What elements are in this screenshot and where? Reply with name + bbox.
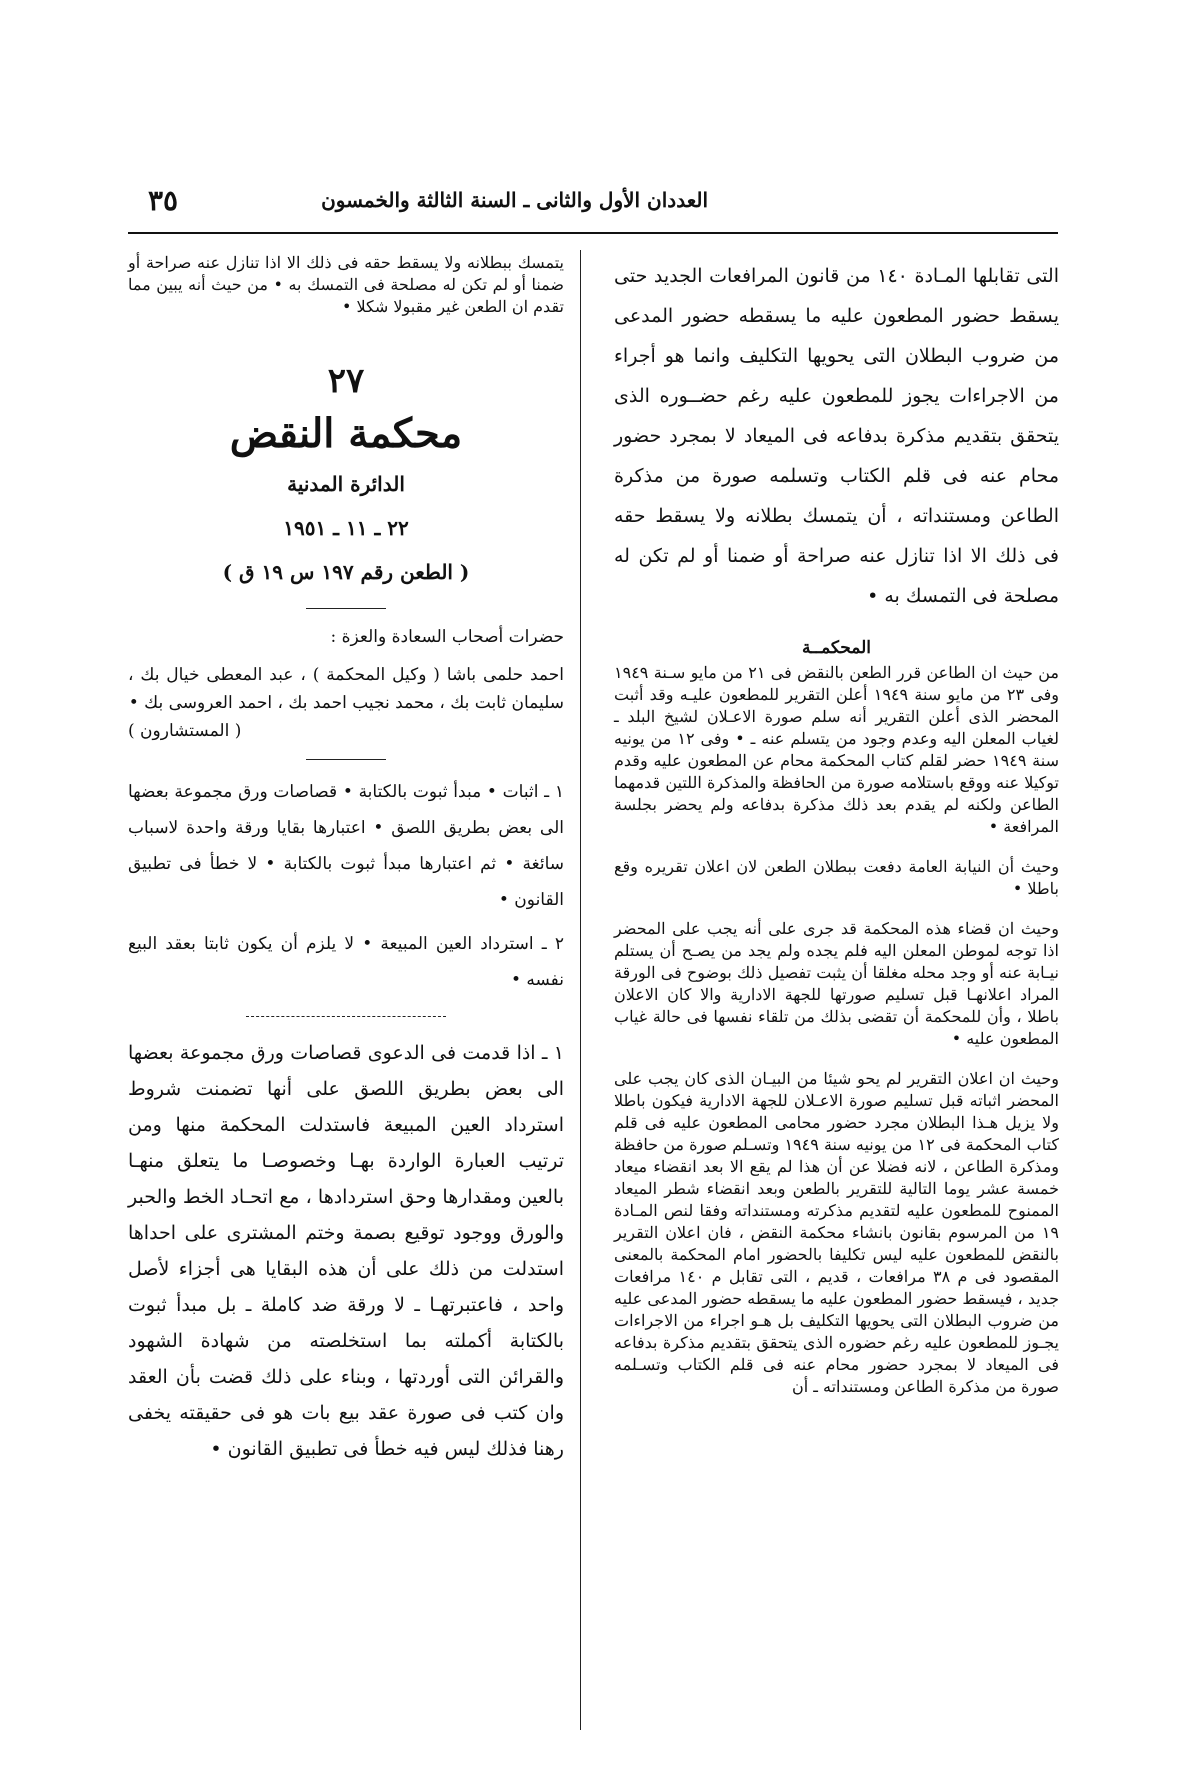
section-heading: المحكمــة — [802, 638, 871, 658]
judges-intro: حضرات أصحاب السعادة والعزة : — [330, 627, 564, 647]
right-para-1: التى تقابلها المـادة ١٤٠ من قانون المرافعات الجديد حتى يسقط حضور المطعون عليه ما يسقطه حضور المدعى من ضروب البطلان التى يحويها التكليف وانما هو أجراء من الاجراءات يجوز للمطعون عليه رغم حضــوره الذى يتحقق بتقديم مذكرة بدفاعه فى الميعاد لا بمجرد حضور محام عنه فى قلم الكتاب وتسلمه صورة من مذكرة الطاعن ومستنداته ، أن يتمسك بطلانه ولا يسقط حقه فى ذلك الا اذا تنازل عنه صراحة أو ضمنا أو لم تكن له مصلحة فى التمسك به • — [614, 265, 1059, 607]
right-para-5: وحيث ان اعلان التقرير لم يحو شيئا من البيـان الذى كان يجب على المحضر اثباته قبل تسليم صورة الاعـلان للجهة الادارية فيكون باطلا ولا يزيل هـذا البطلان مجرد حضور محامى المطعون عليه فى قلم كتاب المحكمة فى ١٢ من يونيه سنة ١٩٤٩ وتسـلم صورة من حافظة ومذكرة الطاعن ، لانه فضلا عن أن هذا لم يقع الا بعد انقضاء ميعاد خمسة عشر يوما التالية للتقرير بالطعن وبعد انقضاء شطر الميعاد الممنوح للمطعون عليه لتقديم مذكرته ومستنداته وفقا لنص المـادة ١٩ من المرسوم بقانون بانشاء محكمة النقض ، فان اعلان التقرير بالنقض للمطعون عليه ليس تكليفا بالحضور امام المحكمة بالمعنى المقصود فى م ٣٨ مرافعات ، قديم ، التى تقابل م ١٤٠ مرافعات جديد ، فيسقط حضور المطعون عليه ما يسقطه حضور المدعى عليه من ضروب البطلان التى يحويها التكليف بل هـو اجراء من الاجراءات يجـوز للمطعون عليه رغم حضوره الذى يتحقق بتقديم مذكرة بدفاعه فى الميعاد لا بمجرد حضور محام عنه فى قلم الكتاب وتسـلمه صورة من مذكرة الطاعن ومستنداته ـ أن — [614, 1069, 1060, 1396]
court-circuit: الدائرة المدنية — [287, 472, 405, 496]
section-rule — [246, 1016, 446, 1017]
left-column — [128, 252, 564, 1467]
judges-role: ( المستشارون ) — [128, 721, 242, 741]
header-rule — [128, 232, 1058, 234]
right-column — [614, 256, 1059, 1398]
journal-issue-title: العددان الأول والثانى ـ السنة الثالثة والخمسون — [321, 188, 708, 212]
page-header — [128, 184, 1058, 234]
case-number: ٢٧ — [327, 361, 365, 401]
left-para-1: يتمسك ببطلانه ولا يسقط حقه فى ذلك الا اذا تنازل عنه صراحة أو ضمنا أو لم تكن له مصلحة فى التمسك به • من حيث أنه يبين مما تقدم ان الطعن غير مقبولا شكلا • — [128, 253, 564, 316]
page-number: ٣٥ — [148, 184, 179, 217]
right-para-2: من حيث ان الطاعن قرر الطعن بالنقض فى ٢١ من مايو سـنة ١٩٤٩ وفى ٢٣ من مايو سنة ١٩٤٩ أعلن التقرير للمطعون عليـه وقد أثبت المحضر الذى أعلن التقرير أنه سلم صورة الاعـلان لشيخ البلد ـ لغياب المعلن اليه وعدم وجود من يتسلم عنه ـ • وفى ١٢ من يونيه سنة ١٩٤٩ حضر لقلم كتاب المحكمة محام عن المطعون عليه وقدم توكيلا عنه ووقع باستلامه صورة من الحافظة والمذكرة اللتين قدمهما الطاعن ولكنه لم يقدم بعد ذلك مذكرة بدفاعه ولم يحضر بجلسة المرافعة • — [614, 663, 1060, 836]
ruling-date: ٢٢ ـ ١١ ـ ١٩٥١ — [283, 516, 409, 540]
judges-list: احمد حلمى باشا ( وكيل المحكمة ) ، عبد المعطى خيال بك ، سليمان ثابت بك ، محمد نجيب احمد بك ، احمد العروسى بك • — [128, 665, 564, 713]
column-divider — [580, 250, 581, 1730]
court-name: محكمة النقض — [229, 410, 463, 457]
summary-1: ١ ـ اثبات • مبدأ ثبوت بالكتابة • قصاصات ورق مجموعة بعضها الى بعض بطريق اللصق • اعتبارها بقايا ورقة واحدة لاسباب سائغة • ثم اعتبارها مبدأ ثبوت بالكتابة • لا خطأ فى تطبيق القانون • — [128, 782, 564, 910]
right-para-3: وحيث أن النيابة العامة دفعت ببطلان الطعن لان اعلان تقريره وقع باطلا • — [614, 857, 1059, 898]
summary-2: ٢ ـ استرداد العين المبيعة • لا يلزم أن يكون ثابتا بعقد البيع نفسه • — [128, 934, 564, 990]
appeal-number: ( الطعن رقم ١٩٧ س ١٩ ق ) — [222, 560, 470, 584]
short-rule — [306, 608, 386, 609]
short-rule-2 — [306, 759, 386, 760]
ruling-1: ١ ـ اذا قدمت فى الدعوى قصاصات ورق مجموعة بعضها الى بعض بطريق اللصق على أنها تضمنت شروط استرداد العين المبيعة فاستدلت المحكمة منها ومن ترتيب العبارة الواردة بهـا وخصوصـا ما يتعلق منهـا بالعين ومقدارها وحق استردادها ، مع اتحـاد الخط والحبر والورق ووجود توقيع بصمة وختم المشترى على احداها استدلت من ذلك على أن هذه البقايا هى أجزاء لأصل واحد ، فاعتبرتهـا ـ لا ورقة ضد كاملة ـ بل مبدأ ثبوت بالكتابة أكملته بما استخلصته من شهادة الشهود والقرائن التى أوردتها ، وبناء على ذلك قضت بأن العقد وان كتب فى صورة عقد بيع بات هو فى حقيقته يخفى رهنا فذلك ليس فيه خطأ فى تطبيق القانون • — [128, 1042, 564, 1460]
right-para-4: وحيث ان قضاء هذه المحكمة قد جرى على أنه يجب على المحضر اذا توجه لموطن المعلن اليه فلم يجده ولم يجد من يصـح أن يستلم نيـابة عنه أو وجد محله مغلقا أن يثبت تفصيل ذلك بوضوح فى الورقة المراد اعلانهـا قبل تسليم صورتها للجهة الادارية والا كان الاعلان باطلا ، وأن للمحكمة أن تقضى بذلك من تلقاء نفسها فى حالة غياب المطعون عليه • — [614, 919, 1060, 1048]
